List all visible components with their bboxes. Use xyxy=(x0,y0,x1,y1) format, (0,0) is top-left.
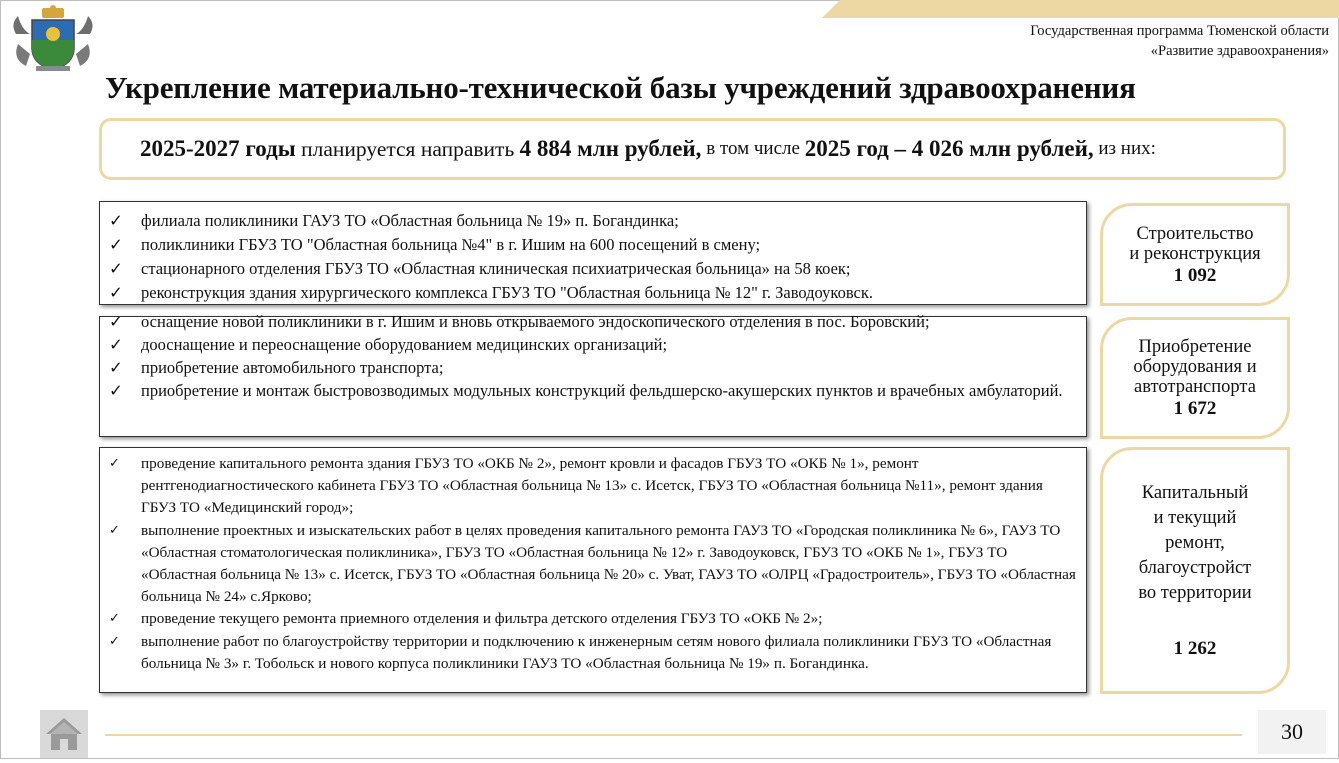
category-label: и текущий xyxy=(1153,507,1237,528)
list-item xyxy=(100,257,1086,281)
program-line-2: «Развитие здравоохранения» xyxy=(1150,43,1329,59)
summary-total-amount: 4 884 млн рублей, xyxy=(519,136,702,161)
list-item xyxy=(100,333,1086,356)
list-item xyxy=(100,520,1086,609)
category-label: оборудования и xyxy=(1133,357,1257,377)
program-line-1: Государственная программа Тюменской области xyxy=(1030,23,1329,39)
list-item xyxy=(100,233,1086,257)
category-label: Капитальный xyxy=(1141,482,1249,503)
list-item-text: дооснащение и переоснащение оборудованием медицинских организаций; xyxy=(141,335,668,354)
list-item xyxy=(100,310,1086,333)
checkmark-icon: ✓ xyxy=(109,211,123,230)
checkmark-icon: ✓ xyxy=(109,522,120,538)
list-item-text: выполнение работ по благоустройству территории и подключению к инженерным сетям нового филиала поликлиники ГБУЗ ТО «Областная больница № 3» г. Тобольск и нового корпуса поликлиники ГАУЗ ТО «Областная больница № 19» п. Богандинка. xyxy=(141,632,1052,672)
home-button[interactable] xyxy=(40,710,88,758)
checkmark-icon: ✓ xyxy=(109,381,123,400)
list-item xyxy=(100,356,1086,379)
list-item xyxy=(100,608,1086,630)
category-construction xyxy=(1100,203,1290,306)
list-item xyxy=(100,631,1086,675)
list-item-text: стационарного отделения ГБУЗ ТО «Областная клиническая психиатрическая больница» на 58 коек; xyxy=(141,259,851,278)
repair-items-panel xyxy=(99,447,1087,693)
header-gold-stripe xyxy=(0,0,1339,18)
category-label: автотранспорта xyxy=(1134,377,1256,397)
page-number: 30 xyxy=(1258,710,1326,754)
funding-summary xyxy=(99,118,1286,180)
checkmark-icon: ✓ xyxy=(109,259,123,278)
summary-2025-amount: 2025 год – 4 026 млн рублей, xyxy=(804,136,1094,161)
list-item-text: проведение текущего ремонта приемного отделения и фильтра детского отделения ГБУЗ ТО «ОКБ № 2»; xyxy=(141,610,823,628)
category-value: 1 672 xyxy=(1173,398,1217,419)
checkmark-icon: ✓ xyxy=(109,633,120,649)
category-equipment xyxy=(1100,317,1290,439)
category-label: благоустройст xyxy=(1138,557,1252,578)
list-item xyxy=(100,281,1086,305)
summary-text-1: планируется направить xyxy=(295,136,520,161)
category-label: Приобретение xyxy=(1138,337,1252,357)
summary-text-3: из них: xyxy=(1093,138,1156,159)
category-value: 1 262 xyxy=(1173,637,1217,659)
list-item xyxy=(100,453,1086,520)
equipment-items-panel xyxy=(99,312,1087,437)
category-value: 1 092 xyxy=(1173,264,1217,286)
checkmark-icon: ✓ xyxy=(109,335,123,354)
list-item xyxy=(100,209,1086,233)
home-icon xyxy=(40,710,88,758)
category-label: Строительство xyxy=(1136,223,1254,244)
summary-period: 2025-2027 годы xyxy=(140,136,296,161)
footer-divider xyxy=(105,734,1242,736)
list-item-text: оснащение новой поликлиники в г. Ишим и вновь открываемого эндоскопического отделения в пос. Боровский; xyxy=(141,312,930,331)
checkmark-icon: ✓ xyxy=(109,312,123,331)
program-name xyxy=(1030,21,1329,61)
list-item xyxy=(100,379,1086,402)
checkmark-icon: ✓ xyxy=(109,456,120,471)
list-item-text: приобретение и монтаж быстровозводимых модульных конструкций фельдшерско-акушерских пунктов и врачебных амбулаторий. xyxy=(141,381,1063,400)
category-label: и реконструкция xyxy=(1129,243,1261,264)
summary-text-2: в том числе xyxy=(701,138,805,159)
list-item-text: реконструкция здания хирургического комплекса ГБУЗ ТО "Областная больница № 12" г. Заводоуковск. xyxy=(141,283,873,302)
checkmark-icon: ✓ xyxy=(109,235,123,254)
slide-title: Укрепление материально-технической базы учреждений здравоохранения xyxy=(105,70,1136,105)
category-label: во территории xyxy=(1138,582,1252,603)
category-label: ремонт, xyxy=(1165,532,1225,553)
coat-of-arms-logo xyxy=(8,4,98,72)
checkmark-icon: ✓ xyxy=(109,283,123,302)
construction-items-panel xyxy=(99,201,1087,305)
list-item-text: филиала поликлиники ГАУЗ ТО «Областная больница № 19» п. Богандинка; xyxy=(141,211,679,230)
checkmark-icon: ✓ xyxy=(109,611,120,627)
checkmark-icon: ✓ xyxy=(109,358,123,377)
category-repair xyxy=(1100,447,1290,694)
list-item-text: выполнение проектных и изыскательских работ в целях проведения капитального ремонта ГАУЗ ТО «Городская поликлиника № 6», ГАУЗ ТО «Областная стоматологическая поликлиника», ГБУЗ ТО «Областная больница № 12» г. Заводоуковск, ГБУЗ ТО «ОКБ № 1», ГБУЗ ТО «Областная больница № 13» с. Исетск, ГБУЗ ТО «Областная больница № 20» с. Уват, ГАУЗ ТО «ОЛРЦ «Градостроитель», ГБУЗ ТО «Областная больница № 24» с.Ярково; xyxy=(141,521,1076,606)
list-item-text: проведение капитального ремонта здания ГБУЗ ТО «ОКБ № 2», ремонт кровли и фасадов ГБУЗ ТО «ОКБ № 1», ремонт рентгенодиагностического кабинета ГБУЗ ТО «Областная больница № 13» с. Исетск, ГБУЗ ТО «Областная больница №11», ремонт здания ГБУЗ ТО «Медицинский город»; xyxy=(141,455,1043,517)
list-item-text: поликлиники ГБУЗ ТО "Областная больница №4" в г. Ишим на 600 посещений в смену; xyxy=(141,235,761,254)
list-item-text: приобретение автомобильного транспорта; xyxy=(141,358,444,377)
